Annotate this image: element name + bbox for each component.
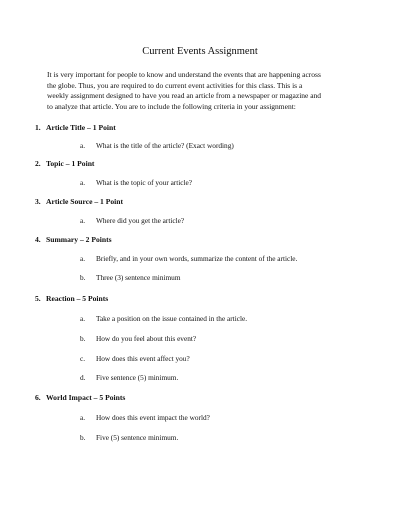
section-heading-article-source xyxy=(35,197,123,207)
section-heading-text: Topic – 1 Point xyxy=(46,159,95,168)
item-letter: a. xyxy=(80,413,86,422)
item-letter: b. xyxy=(80,433,86,442)
section-number: 1. xyxy=(35,123,41,132)
item-text: What is the title of the article? (Exact wording) xyxy=(96,141,234,150)
section-heading-text: Article Title – 1 Point xyxy=(46,123,116,132)
section-heading-article-title xyxy=(35,123,116,133)
intro-line: It is very important for people to know and understand the events that are happening across xyxy=(47,70,321,79)
section-number: 6. xyxy=(35,393,41,402)
intro-line: the globe. Thus, you are required to do current event activities for this class. This is a xyxy=(47,80,303,90)
section-heading-text: World Impact – 5 Points xyxy=(46,393,126,402)
item-text: Take a position on the issue contained in the article. xyxy=(96,314,248,323)
item-text: How do you feel about this event? xyxy=(96,334,197,343)
section-heading-summary xyxy=(35,235,112,245)
item-letter: d. xyxy=(80,373,86,382)
section-number: 2. xyxy=(35,159,41,168)
section-heading-reaction xyxy=(35,294,108,304)
item-letter: c. xyxy=(80,354,86,363)
section-heading-topic xyxy=(35,159,94,169)
item-text: Briefly, and in your own words, summarize the content of the article. xyxy=(96,254,298,263)
page-title: Current Events Assignment xyxy=(142,46,258,57)
item-letter: a. xyxy=(80,216,86,225)
section-number: 3. xyxy=(35,197,41,206)
item-text: What is the topic of your article? xyxy=(96,178,193,187)
item-letter: b. xyxy=(80,334,86,343)
item-letter: b. xyxy=(80,273,86,282)
section-number: 5. xyxy=(35,294,41,303)
section-heading-world-impact xyxy=(35,393,125,403)
section-heading-text: Reaction – 5 Points xyxy=(46,294,109,303)
section-heading-text: Summary – 2 Points xyxy=(46,235,112,244)
intro-paragraph xyxy=(47,70,367,112)
intro-line: weekly assignment designed to have you read an article from a newspaper or magazine and xyxy=(47,91,322,101)
item-text: Five (5) sentence minimum. xyxy=(96,433,179,442)
item-text: Three (3) sentence minimum xyxy=(96,273,181,282)
item-text: How does this event affect you? xyxy=(96,354,190,363)
item-letter: a. xyxy=(80,178,86,187)
item-text: Where did you get the article? xyxy=(96,216,185,225)
item-letter: a. xyxy=(80,141,86,150)
item-letter: a. xyxy=(80,314,86,323)
intro-line: to analyze that article. You are to include the following criteria in your assignment: xyxy=(47,101,296,111)
item-text: How does this event impact the world? xyxy=(96,413,210,422)
section-number: 4. xyxy=(35,235,41,244)
item-letter: a. xyxy=(80,254,86,263)
item-text: Five sentence (5) minimum. xyxy=(96,373,179,382)
section-heading-text: Article Source – 1 Point xyxy=(46,197,124,206)
